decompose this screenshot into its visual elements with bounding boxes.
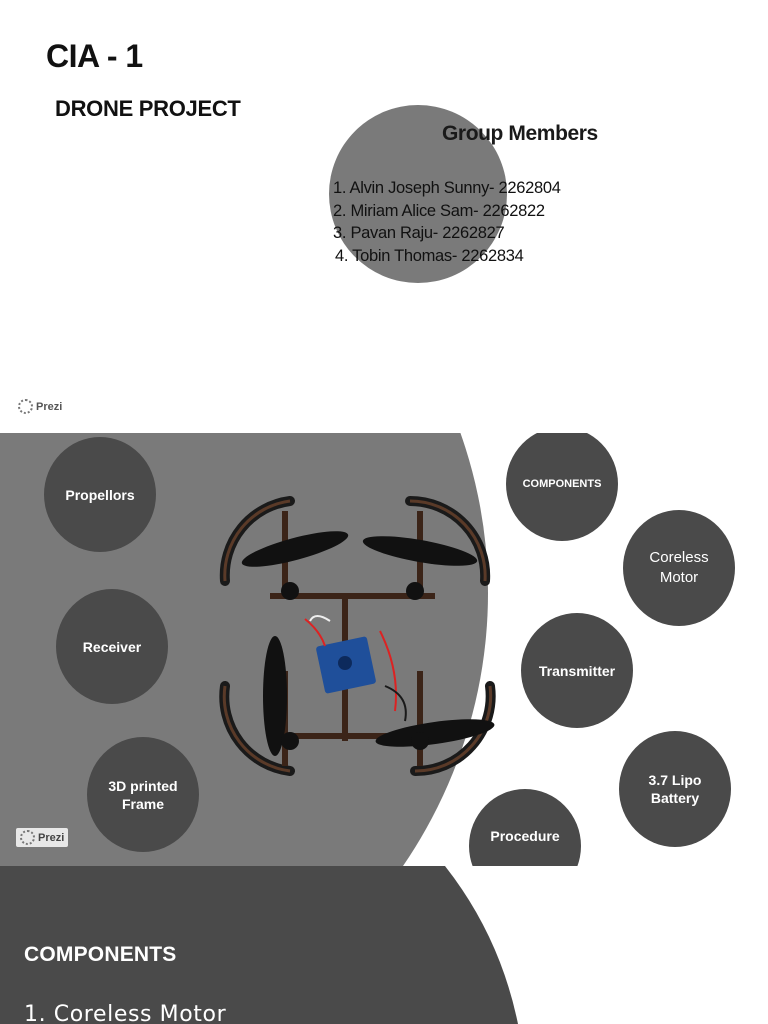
node-transmitter[interactable] xyxy=(521,613,633,728)
node-label: Motor xyxy=(659,569,699,586)
slide-components-list xyxy=(0,866,768,1024)
prezi-logo-icon xyxy=(18,399,33,414)
slide-subtitle: DRONE PROJECT xyxy=(55,96,241,121)
node-label: Propellors xyxy=(65,486,135,503)
prezi-badge[interactable] xyxy=(16,828,68,847)
slide-components-map xyxy=(0,433,768,866)
member-item: 2. Miriam Alice Sam- 2262822 xyxy=(333,201,545,220)
node-label: 3D printed xyxy=(108,777,178,794)
node-propellors[interactable] xyxy=(44,437,156,552)
prezi-logo-icon xyxy=(20,830,35,845)
slide-title xyxy=(0,0,768,433)
drone-image xyxy=(195,471,510,791)
node-label: Procedure xyxy=(490,828,560,844)
component-item: 1. Coreless Motor xyxy=(24,1002,227,1024)
node-label: Transmitter xyxy=(538,662,616,679)
member-item: 3. Pavan Raju- 2262827 xyxy=(333,224,505,242)
node-label: 3.7 Lipo xyxy=(648,772,702,788)
prezi-badge-label: Prezi xyxy=(36,400,63,413)
components-heading: COMPONENTS xyxy=(24,943,177,966)
node-coreless-motor[interactable] xyxy=(623,510,735,626)
slide-title-heading: CIA - 1 xyxy=(46,38,143,74)
node-procedure[interactable] xyxy=(469,789,581,866)
member-item: 4. Tobin Thomas- 2262834 xyxy=(335,246,524,265)
node-label: Battery xyxy=(650,790,700,806)
node-receiver[interactable] xyxy=(56,589,168,704)
node-3d-printed-frame[interactable] xyxy=(87,737,199,852)
prezi-badge-label: Prezi xyxy=(38,831,65,844)
node-label: Coreless xyxy=(649,549,709,566)
node-label: COMPONENTS xyxy=(522,478,602,490)
node-label: Receiver xyxy=(82,638,142,655)
node-lipo-battery[interactable] xyxy=(619,731,731,847)
node-label: Frame xyxy=(121,795,164,812)
member-item: 1. Alvin Joseph Sunny- 2262804 xyxy=(333,179,561,197)
group-members-heading: Group Members xyxy=(442,122,598,145)
prezi-badge[interactable] xyxy=(18,399,62,414)
node-components[interactable] xyxy=(506,433,618,541)
group-members-list xyxy=(333,177,561,267)
